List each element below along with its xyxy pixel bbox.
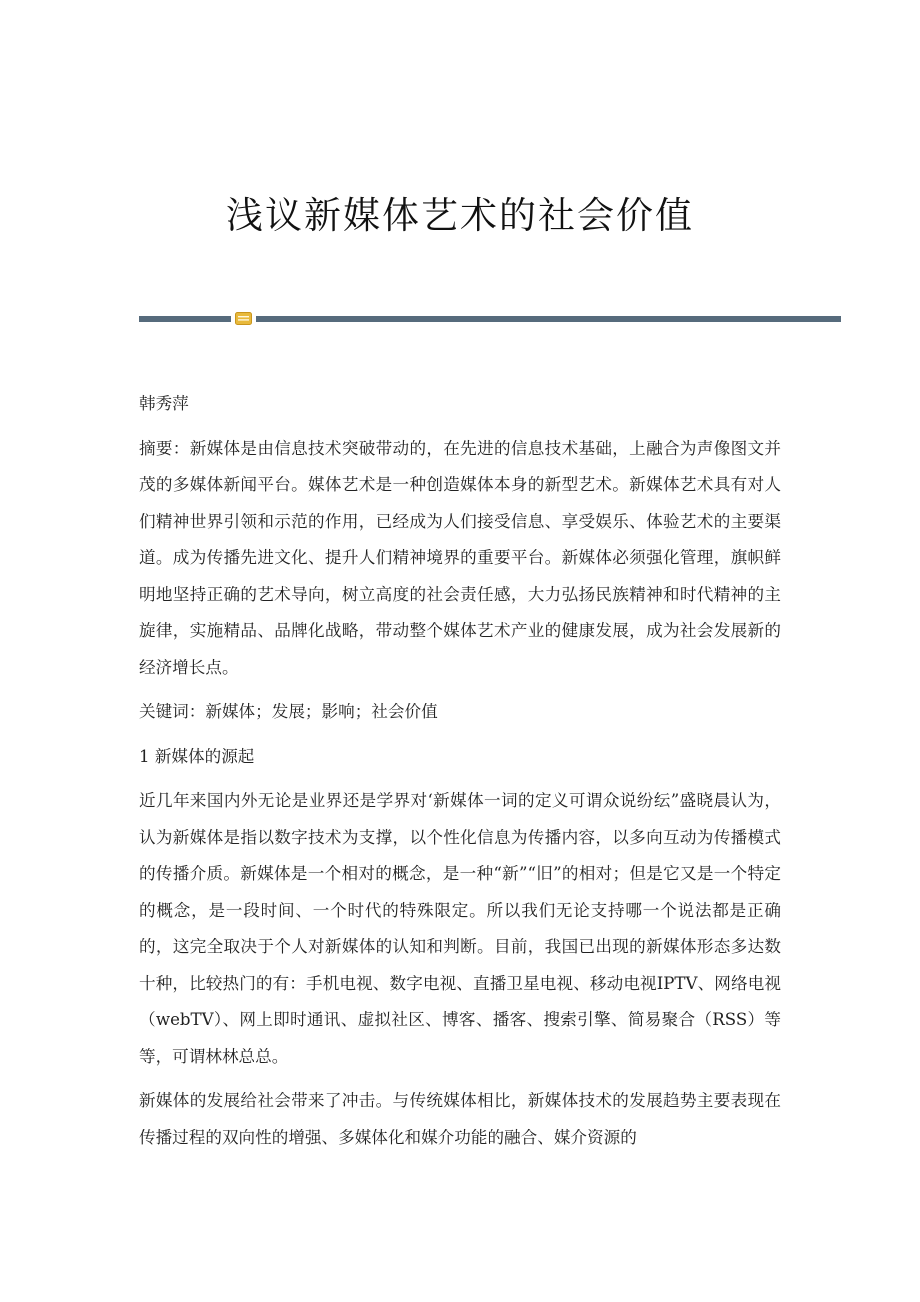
- section-heading: 1 新媒体的源起: [139, 746, 255, 766]
- divider-bar-left: [139, 316, 231, 322]
- book-emblem-icon: [235, 312, 252, 325]
- abstract-paragraph: 摘要：新媒体是由信息技术突破带动的，在先进的信息技术基础，上融合为声像图文并茂的多媒体新闻平台。媒体艺术是一种创造媒体本身的新型艺术。新媒体艺术具有对人们精神世界引领和示范的作用，已经成为人们接受信息、享受娱乐、体验艺术的主要渠道。成为传播先进文化、提升人们精神境界的重要平台。新媒体必须强化管理，旗帜鲜明地坚持正确的艺术导向，树立高度的社会责任感，大力弘扬民族精神和时代精神的主旋律，实施精品、品牌化战略，带动整个媒体艺术产业的健康发展，成为社会发展新的经济增长点。: [139, 438, 781, 677]
- body-paragraph: 近几年来国内外无论是业界还是学界对‘新媒体一词的定义可谓众说纷纭”盛晓晨认为，认为新媒体是指以数字技术为支撑，以个性化信息为传播内容，以多向互动为传播模式的传播介质。新媒体是一个相对的概念，是一种“新”“旧”的相对；但是它又是一个特定的概念，是一段时间、一个时代的特殊限定。所以我们无论支持哪一个说法都是正确的，这完全取决于个人对新媒体的认知和判断。目前，我国已出现的新媒体形态多达数十种，比较热门的有：手机电视、数字电视、直播卫星电视、移动电视IPTV、网络电视（webTV）、网上即时通讯、虚拟社区、博客、播客、搜索引擎、简易聚合（RSS）等等，可谓林林总总。: [139, 791, 781, 1066]
- document-body: [139, 386, 781, 1164]
- body-paragraph: 新媒体的发展给社会带来了冲击。与传统媒体相比，新媒体技术的发展趋势主要表现在传播过程的双向性的增强、多媒体化和媒介功能的融合、媒介资源的: [139, 1091, 781, 1147]
- keywords-line: 关键词：新媒体；发展；影响；社会价值: [139, 702, 438, 721]
- divider-bar-right: [256, 316, 841, 322]
- title-divider: [139, 312, 841, 326]
- document-title: 浅议新媒体艺术的社会价值: [226, 194, 694, 237]
- author-line: 韩秀萍: [139, 394, 189, 413]
